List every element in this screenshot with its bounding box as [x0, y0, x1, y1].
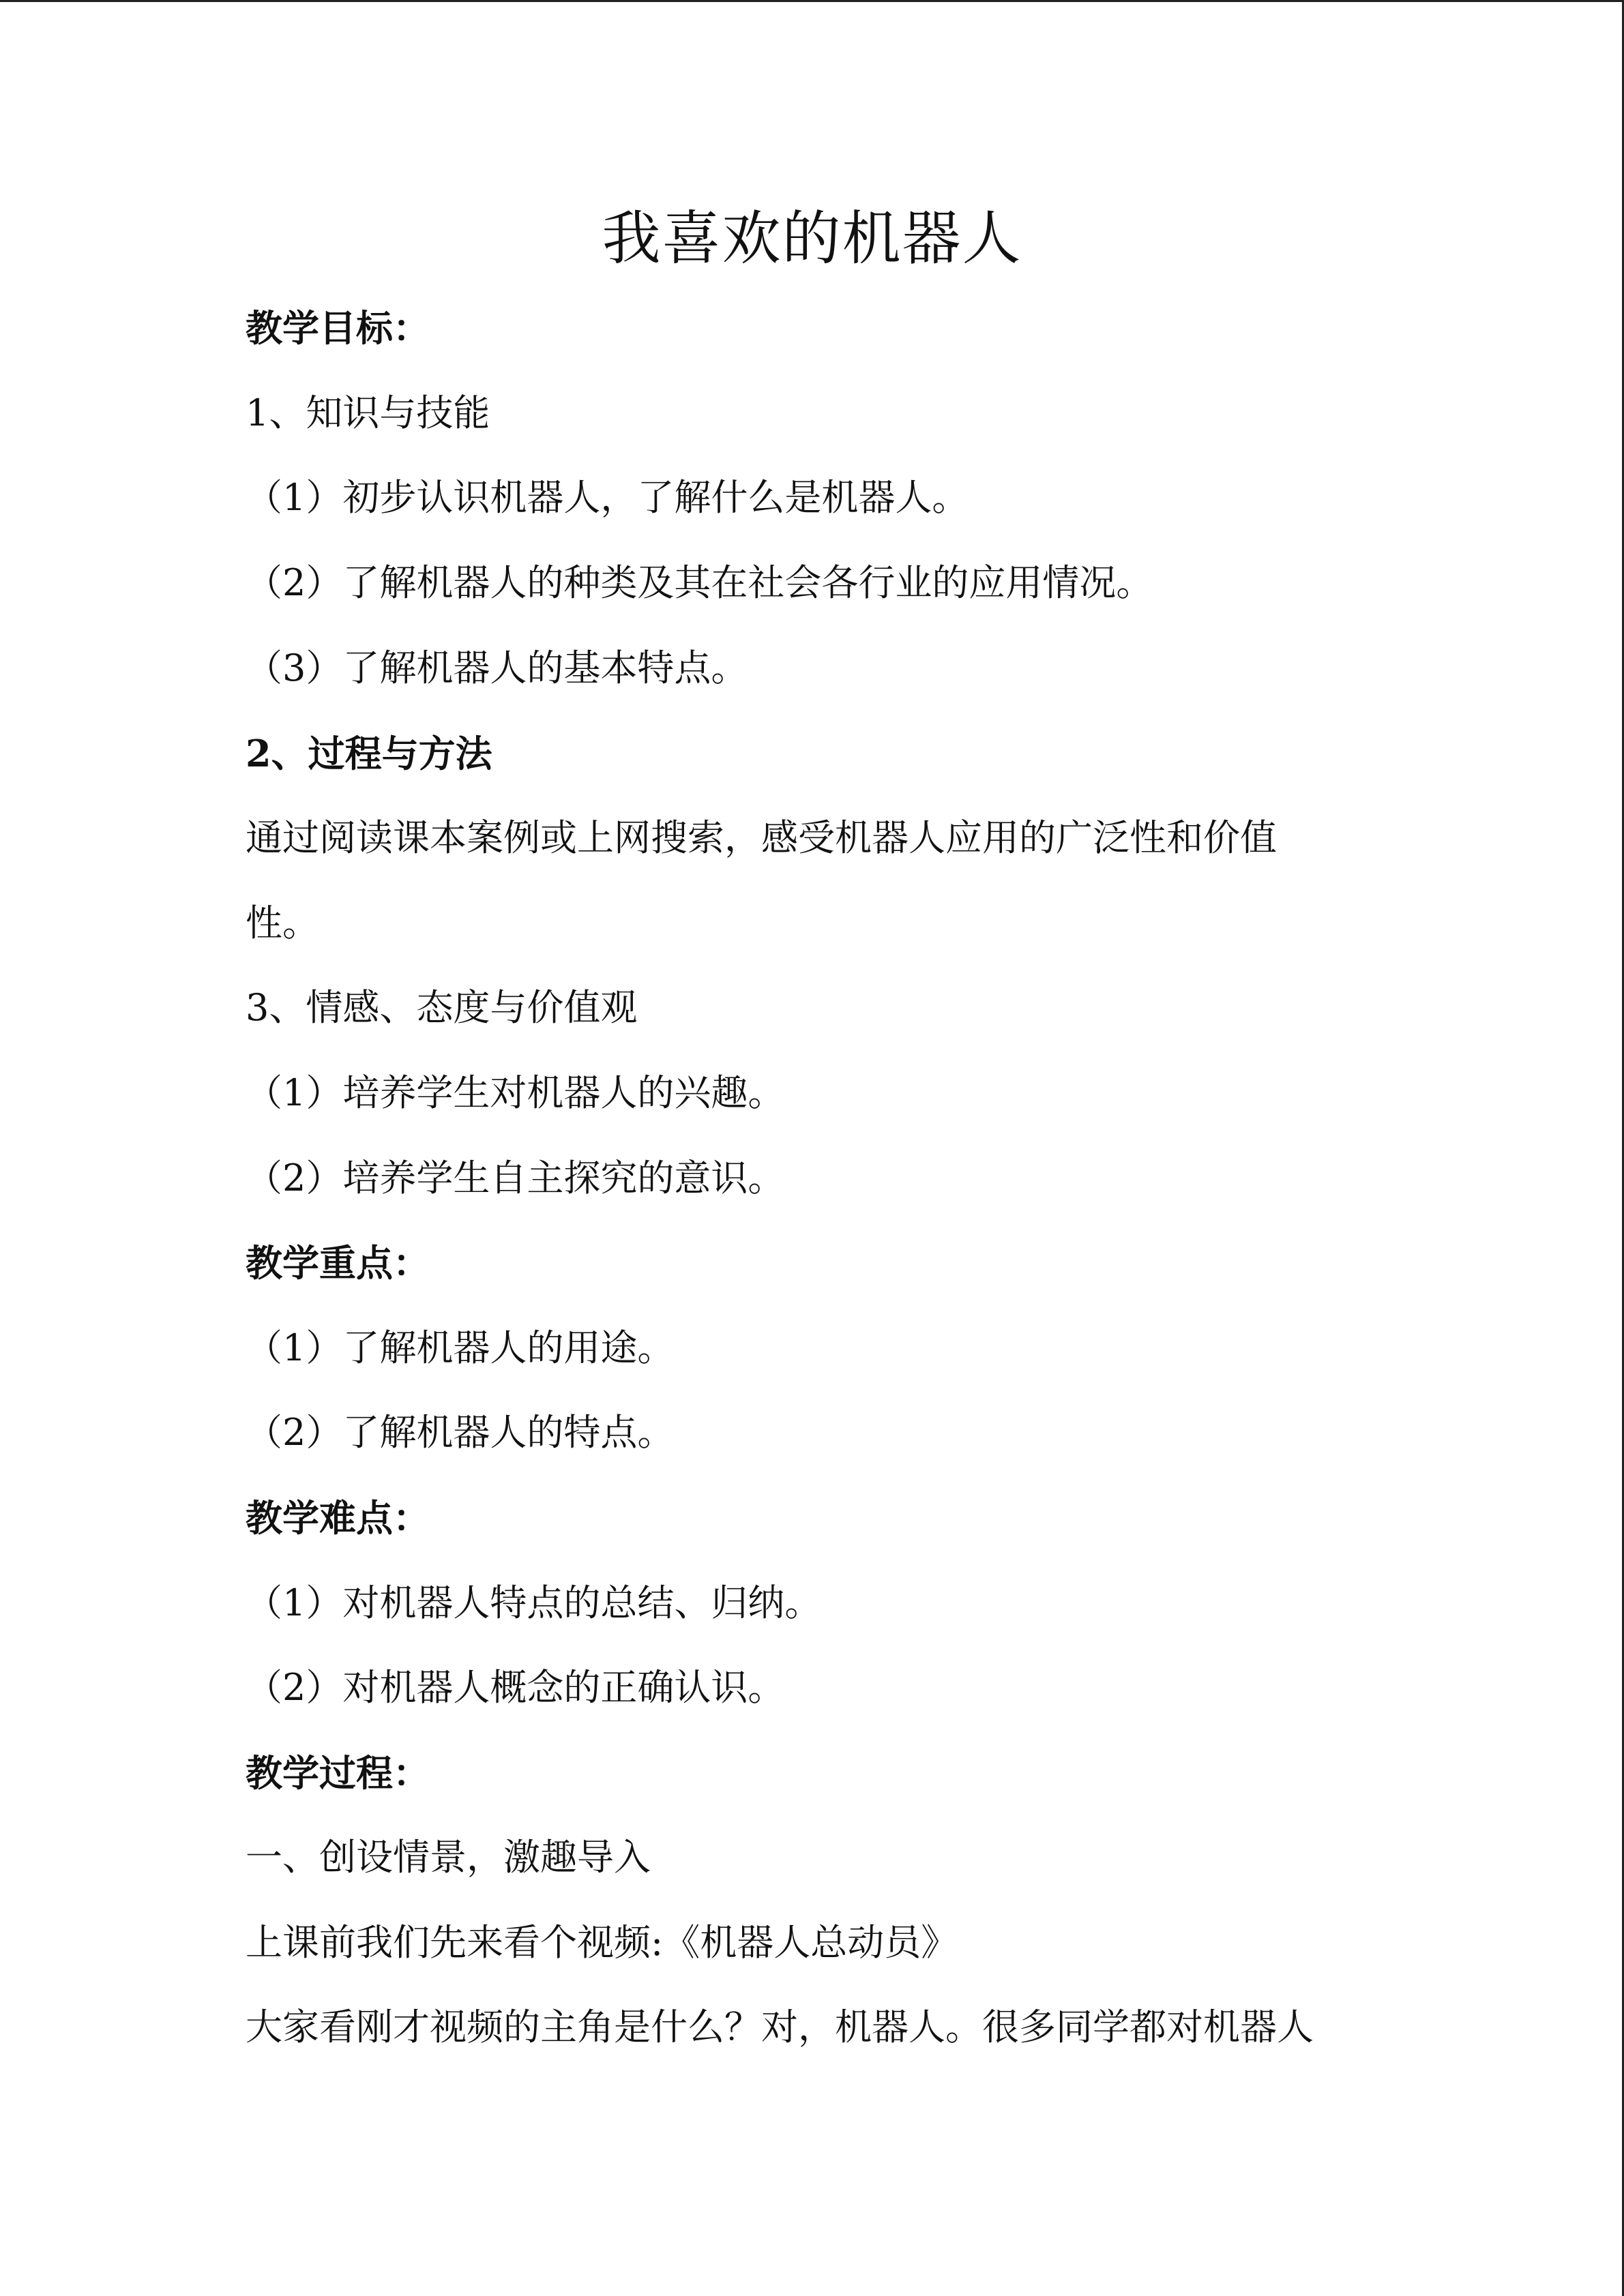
subheading-process-method: 2、过程与方法	[246, 732, 492, 775]
difficulty-item: （2）对机器人概念的正确认识。	[246, 1666, 785, 1709]
paragraph-line: 上课前我们先来看个视频:《机器人总动员》	[246, 1921, 958, 1964]
difficulty-item: （1）对机器人特点的总结、归纳。	[246, 1581, 822, 1624]
paragraph-line: 性。	[246, 901, 319, 944]
heading-teaching-process: 教学过程：	[246, 1751, 430, 1795]
focus-item: （1）了解机器人的用途。	[246, 1326, 675, 1369]
paragraph-line: 通过阅读课本案例或上网搜索，感受机器人应用的广泛性和价值	[246, 816, 1277, 859]
subheading-knowledge-skills: 1、知识与技能	[246, 391, 490, 434]
goal-item: （2）培养学生自主探究的意识。	[246, 1157, 785, 1199]
heading-teaching-focus: 教学重点：	[246, 1241, 430, 1285]
goal-item: （1）培养学生对机器人的兴趣。	[246, 1071, 785, 1114]
heading-teaching-difficulty: 教学难点：	[246, 1496, 430, 1540]
paragraph-line: 大家看刚才视频的主角是什么？对，机器人。很多同学都对机器人	[246, 2006, 1314, 2048]
goal-item: （1）初步认识机器人，了解什么是机器人。	[246, 476, 969, 519]
goal-item: （3）了解机器人的基本特点。	[246, 646, 748, 689]
heading-teaching-goals: 教学目标：	[246, 306, 430, 350]
subheading-emotion-values: 3、情感、态度与价值观	[246, 986, 638, 1029]
document-title: 我喜欢的机器人	[602, 205, 1022, 273]
focus-item: （2）了解机器人的特点。	[246, 1411, 675, 1454]
goal-item: （2）了解机器人的种类及其在社会各行业的应用情况。	[246, 561, 1153, 604]
section-heading-intro: 一、创设情景，激趣导入	[246, 1836, 651, 1879]
